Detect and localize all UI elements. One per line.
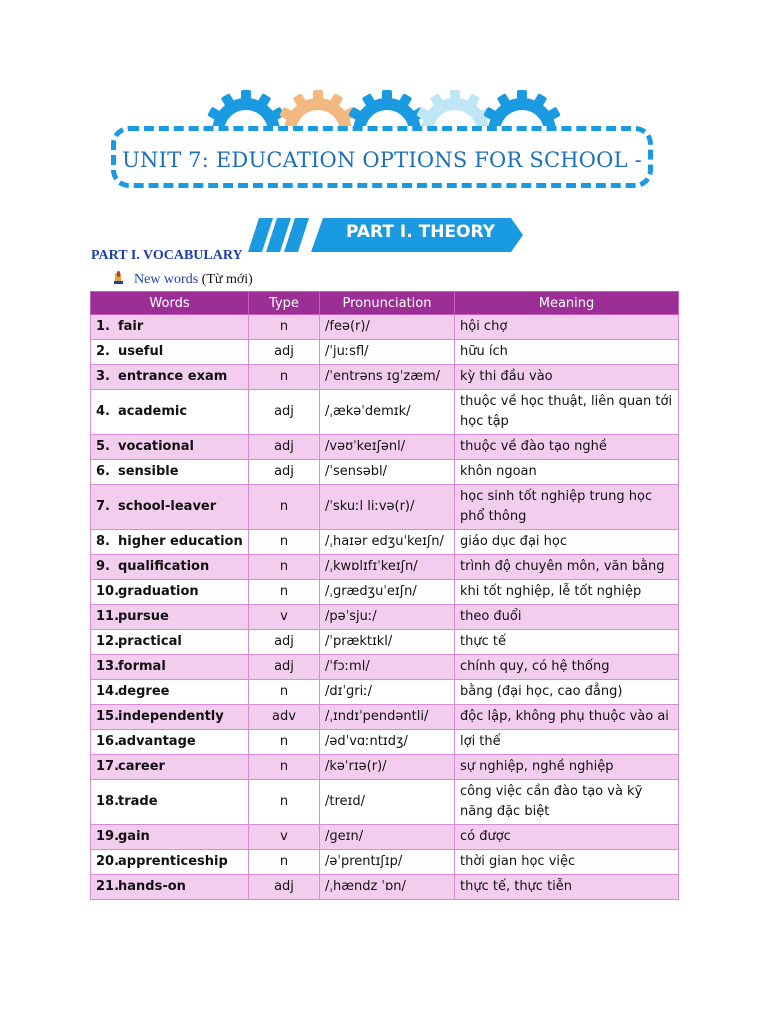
row-number: 10.	[96, 584, 120, 599]
type-cell: adj	[249, 340, 320, 365]
type-cell: n	[249, 850, 320, 875]
word-cell	[91, 365, 249, 390]
table-row	[91, 630, 679, 655]
word-text: advantage	[118, 734, 196, 749]
pronunciation-cell: /ˈjuːsfl/	[320, 340, 455, 365]
type-cell: v	[249, 605, 320, 630]
row-number: 14.	[96, 684, 120, 699]
row-number: 18.	[96, 794, 120, 809]
word-text: formal	[118, 659, 166, 674]
word-text: independently	[118, 709, 224, 724]
row-number: 6.	[96, 464, 110, 479]
row-number: 4.	[96, 404, 110, 419]
row-number: 13.	[96, 659, 120, 674]
meaning-cell: trình độ chuyên môn, văn bằng	[455, 555, 679, 580]
unit-title-box	[111, 126, 653, 188]
table-body	[91, 315, 679, 900]
pronunciation-cell: /ˌɪndɪˈpendəntli/	[320, 705, 455, 730]
gear-icon	[204, 90, 288, 130]
word-text: practical	[118, 634, 182, 649]
pronunciation-cell: /pəˈsjuː/	[320, 605, 455, 630]
word-text: gain	[118, 829, 150, 844]
word-cell	[91, 340, 249, 365]
header-words: Words	[91, 292, 249, 315]
word-cell	[91, 580, 249, 605]
pronunciation-cell: /ˌækəˈdemɪk/	[320, 390, 455, 435]
type-cell: n	[249, 730, 320, 755]
type-cell: adj	[249, 435, 320, 460]
word-text: school-leaver	[118, 499, 217, 514]
type-cell: n	[249, 485, 320, 530]
word-text: hands-on	[118, 879, 186, 894]
word-text: useful	[118, 344, 164, 359]
word-text: career	[118, 759, 165, 774]
table-row	[91, 655, 679, 680]
type-cell: adj	[249, 655, 320, 680]
meaning-cell: thực tế	[455, 630, 679, 655]
row-number: 20.	[96, 854, 120, 869]
table-row	[91, 460, 679, 485]
table-row	[91, 555, 679, 580]
table-row	[91, 485, 679, 530]
pronunciation-cell: /ˈentrəns ɪɡˈzæm/	[320, 365, 455, 390]
table-row	[91, 605, 679, 630]
type-cell: n	[249, 555, 320, 580]
type-cell: adj	[249, 630, 320, 655]
word-cell	[91, 315, 249, 340]
table-row	[91, 705, 679, 730]
word-cell	[91, 780, 249, 825]
meaning-cell: thuộc về học thuật, liên quan tới học tập	[455, 390, 679, 435]
meaning-cell: thuộc về đào tạo nghề	[455, 435, 679, 460]
row-number: 5.	[96, 439, 110, 454]
pronunciation-cell: /ˈpræktɪkl/	[320, 630, 455, 655]
row-number: 1.	[96, 319, 110, 334]
hand-pointer-icon	[112, 271, 126, 285]
type-cell: n	[249, 315, 320, 340]
new-words-note: (Từ mới)	[201, 272, 253, 287]
pronunciation-cell: /ˌɡrædʒuˈeɪʃn/	[320, 580, 455, 605]
meaning-cell: sự nghiệp, nghề nghiệp	[455, 755, 679, 780]
gear-icon	[276, 90, 360, 130]
pronunciation-cell: /əˈprentɪʃɪp/	[320, 850, 455, 875]
table-row	[91, 755, 679, 780]
pronunciation-cell: /treɪd/	[320, 780, 455, 825]
meaning-cell: lợi thế	[455, 730, 679, 755]
pronunciation-cell: /ˌhændz ˈɒn/	[320, 875, 455, 900]
type-cell: n	[249, 580, 320, 605]
table-row	[91, 315, 679, 340]
word-text: vocational	[118, 439, 194, 454]
row-number: 19.	[96, 829, 120, 844]
pronunciation-cell: /kəˈrɪə(r)/	[320, 755, 455, 780]
word-cell	[91, 605, 249, 630]
word-cell	[91, 825, 249, 850]
word-cell	[91, 705, 249, 730]
pronunciation-cell: /ˌhaɪər edʒuˈkeɪʃn/	[320, 530, 455, 555]
type-cell: n	[249, 365, 320, 390]
word-cell	[91, 655, 249, 680]
word-text: fair	[118, 319, 144, 334]
word-cell	[91, 555, 249, 580]
row-number: 12.	[96, 634, 120, 649]
table-row	[91, 730, 679, 755]
meaning-cell: công việc cần đào tạo và kỹ năng đặc biệt	[455, 780, 679, 825]
type-cell: adj	[249, 460, 320, 485]
word-cell	[91, 435, 249, 460]
part-banner-label: PART I. THEORY	[346, 222, 495, 242]
meaning-cell: hội chợ	[455, 315, 679, 340]
row-number: 9.	[96, 559, 110, 574]
unit-title: UNIT 7: EDUCATION OPTIONS FOR SCHOOL -	[122, 148, 642, 172]
meaning-cell: kỳ thi đầu vào	[455, 365, 679, 390]
type-cell: n	[249, 680, 320, 705]
meaning-cell: khi tốt nghiệp, lễ tốt nghiệp	[455, 580, 679, 605]
meaning-cell: có được	[455, 825, 679, 850]
pronunciation-cell: /ˈfɔːml/	[320, 655, 455, 680]
table-row	[91, 780, 679, 825]
word-cell	[91, 530, 249, 555]
word-text: qualification	[118, 559, 210, 574]
new-words-label: New words	[134, 272, 199, 287]
word-cell	[91, 485, 249, 530]
table-row	[91, 825, 679, 850]
type-cell: n	[249, 755, 320, 780]
gear-icon	[480, 90, 564, 130]
type-cell: n	[249, 780, 320, 825]
row-number: 11.	[96, 609, 120, 624]
pronunciation-cell: /ˈsensəbl/	[320, 460, 455, 485]
row-number: 8.	[96, 534, 110, 549]
meaning-cell: độc lập, không phụ thuộc vào ai	[455, 705, 679, 730]
table-row	[91, 390, 679, 435]
header-type: Type	[249, 292, 320, 315]
meaning-cell: giáo dục đại học	[455, 530, 679, 555]
meaning-cell: theo đuổi	[455, 605, 679, 630]
gear-icon	[413, 90, 497, 130]
table-row	[91, 580, 679, 605]
table-row	[91, 340, 679, 365]
meaning-cell: bằng (đại học, cao đẳng)	[455, 680, 679, 705]
word-text: apprenticeship	[118, 854, 228, 869]
word-text: degree	[118, 684, 170, 699]
word-text: sensible	[118, 464, 179, 479]
row-number: 16.	[96, 734, 120, 749]
meaning-cell: hữu ích	[455, 340, 679, 365]
type-cell: v	[249, 825, 320, 850]
table-row	[91, 435, 679, 460]
meaning-cell: học sinh tốt nghiệp trung học phổ thông	[455, 485, 679, 530]
table-row	[91, 850, 679, 875]
word-cell	[91, 755, 249, 780]
meaning-cell: chính quy, có hệ thống	[455, 655, 679, 680]
pronunciation-cell: /feə(r)/	[320, 315, 455, 340]
table-row	[91, 875, 679, 900]
meaning-cell: khôn ngoan	[455, 460, 679, 485]
word-cell	[91, 875, 249, 900]
pronunciation-cell: /vəʊˈkeɪʃənl/	[320, 435, 455, 460]
table-row	[91, 530, 679, 555]
vocabulary-table	[90, 291, 679, 900]
word-cell	[91, 630, 249, 655]
pronunciation-cell: /ˌkwɒlɪfɪˈkeɪʃn/	[320, 555, 455, 580]
table-header-row	[91, 292, 679, 315]
meaning-cell: thực tế, thực tiễn	[455, 875, 679, 900]
header-meaning: Meaning	[455, 292, 679, 315]
type-cell: adv	[249, 705, 320, 730]
pronunciation-cell: /ɡeɪn/	[320, 825, 455, 850]
gear-decorations	[0, 0, 768, 130]
header-pronunciation: Pronunciation	[320, 292, 455, 315]
row-number: 2.	[96, 344, 110, 359]
table-row	[91, 365, 679, 390]
row-number: 17.	[96, 759, 120, 774]
word-cell	[91, 680, 249, 705]
pronunciation-cell: /ˈskuːl liːvə(r)/	[320, 485, 455, 530]
word-text: pursue	[118, 609, 169, 624]
word-cell	[91, 850, 249, 875]
row-number: 21.	[96, 879, 120, 894]
word-text: entrance exam	[118, 369, 228, 384]
word-text: graduation	[118, 584, 199, 599]
type-cell: adj	[249, 390, 320, 435]
pronunciation-cell: /dɪˈɡriː/	[320, 680, 455, 705]
word-cell	[91, 730, 249, 755]
type-cell: n	[249, 530, 320, 555]
word-text: academic	[118, 404, 188, 419]
gear-icon	[345, 90, 429, 130]
table-row	[91, 680, 679, 705]
type-cell: adj	[249, 875, 320, 900]
word-text: trade	[118, 794, 158, 809]
word-cell	[91, 390, 249, 435]
new-words-line	[112, 271, 253, 288]
word-cell	[91, 460, 249, 485]
meaning-cell: thời gian học việc	[455, 850, 679, 875]
word-text: higher education	[118, 534, 243, 549]
row-number: 7.	[96, 499, 110, 514]
row-number: 3.	[96, 369, 110, 384]
section-heading: PART I. VOCABULARY	[91, 248, 243, 263]
row-number: 15.	[96, 709, 120, 724]
pronunciation-cell: /ədˈvɑːntɪdʒ/	[320, 730, 455, 755]
